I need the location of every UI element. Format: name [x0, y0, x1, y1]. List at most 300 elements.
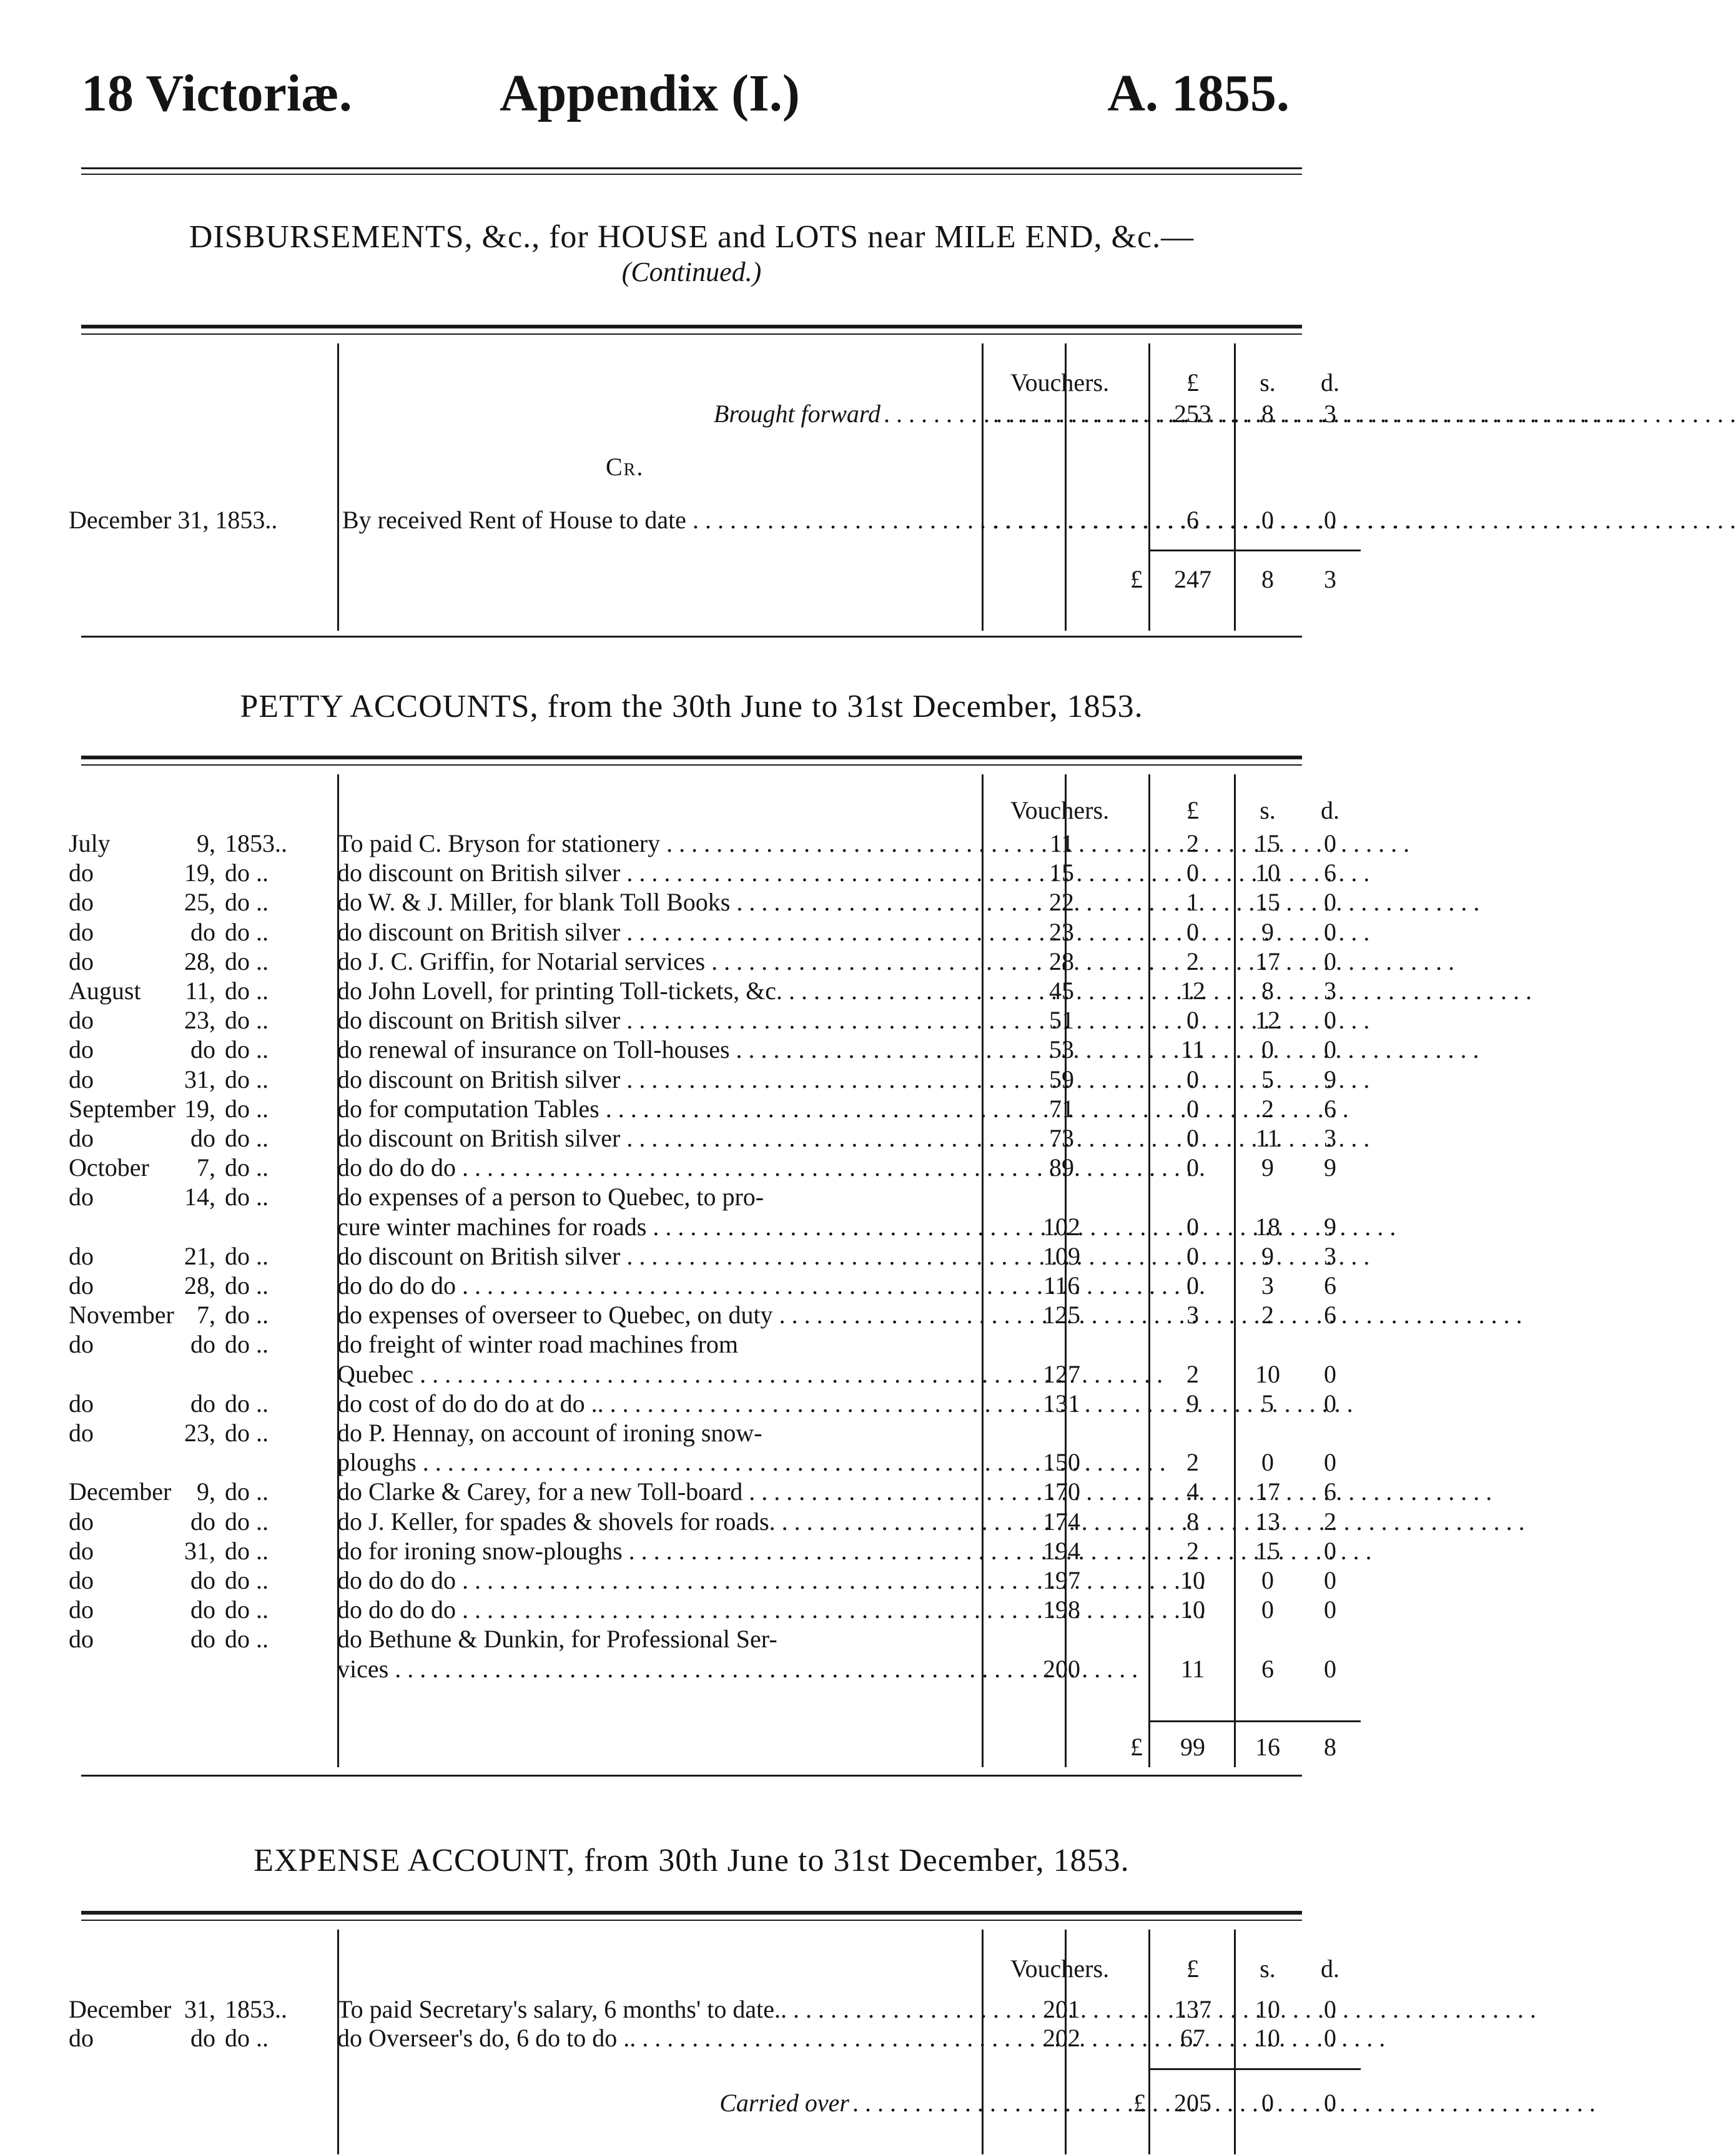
- row-day: 31,: [184, 1536, 215, 1565]
- row-pounds: 0: [1186, 1271, 1199, 1299]
- row-pounds: 0: [1186, 917, 1199, 946]
- row-month: July: [69, 829, 111, 857]
- section2-header-pence: d.: [1321, 796, 1339, 824]
- section1-rule-end: [81, 636, 1302, 638]
- row-pence: 0: [1324, 1006, 1336, 1035]
- table-row: [69, 917, 1336, 947]
- vouchers-leader: [993, 400, 1133, 428]
- row-voucher: 102: [1043, 1212, 1080, 1241]
- section2-rule-top: [81, 756, 1302, 759]
- row-description: do Bethune & Dunkin, for Professional Ser-: [337, 1625, 777, 1654]
- row-pence: 6: [1324, 859, 1336, 887]
- row-voucher: 45: [1049, 977, 1074, 1005]
- section2-sum-line: [1148, 1720, 1361, 1722]
- row-shillings: 17: [1255, 947, 1280, 975]
- row-month: do: [69, 947, 94, 975]
- section1-total-pounds: 247: [1174, 565, 1211, 593]
- row-description: To paid Secretary's salary, 6 months' to date.. . . .: [337, 1995, 974, 2024]
- row-pence: 0: [1324, 1448, 1336, 1477]
- row-pounds: 2: [1186, 1448, 1199, 1477]
- header-session: 18 Victoriæ.: [81, 64, 352, 122]
- row-day: 11,: [185, 977, 215, 1005]
- row-shillings: 0: [1261, 1035, 1274, 1064]
- row-description: do renewal of insurance on Toll-houses . . .: [337, 1035, 974, 1064]
- row-voucher: 194: [1043, 1536, 1080, 1565]
- row-month: do: [69, 888, 94, 917]
- table-row: [69, 1301, 1336, 1329]
- section1-subtitle: (Continued.): [621, 257, 762, 287]
- row-day: do: [190, 1035, 215, 1064]
- row-pence: 0: [1324, 1536, 1336, 1565]
- row-description: do discount on British silver . . .: [337, 1124, 974, 1153]
- row-pence: 3: [1324, 1241, 1336, 1270]
- row-year: do ..: [225, 917, 269, 946]
- section2-total-shillings: 16: [1255, 1733, 1280, 1761]
- section3-sum-line: [1148, 2068, 1361, 2070]
- carried-over-currency: £: [1133, 2089, 1146, 2117]
- row-year: do ..: [225, 1065, 269, 1093]
- row-pounds: 8: [1186, 1507, 1199, 1536]
- row-description: do discount on British silver . . .: [337, 1065, 974, 1094]
- table-row: [69, 947, 1336, 976]
- section1-total-pence: 3: [1324, 565, 1336, 593]
- row-voucher: 170: [1043, 1477, 1080, 1506]
- section1-header-vouchers: Vouchers.: [1010, 368, 1110, 397]
- brought-forward-pounds: 253: [1174, 400, 1211, 428]
- row-description: Quebec . . .: [337, 1360, 974, 1389]
- row-pounds: 0: [1186, 1006, 1199, 1035]
- row-pence: 0: [1324, 888, 1336, 917]
- row-month: do: [69, 1507, 94, 1536]
- row-month: do: [69, 1035, 94, 1064]
- section2-total-pounds: 99: [1180, 1733, 1205, 1761]
- row-day: 28,: [184, 947, 215, 975]
- row-month: do: [69, 1625, 94, 1654]
- row-pence: 9: [1324, 1065, 1336, 1093]
- section3-title: EXPENSE ACCOUNT, from 30th June to 31st December, 1853.: [254, 1843, 1130, 1878]
- row-description: do cost of do do do at do .. . . .: [337, 1389, 974, 1418]
- row-year: do ..: [225, 2024, 269, 2052]
- section2-header-vouchers: Vouchers.: [1010, 796, 1110, 824]
- row-description: do freight of winter road machines from: [337, 1330, 739, 1359]
- row-description: do do do do . . .: [337, 1595, 974, 1624]
- section1-header-pence: d.: [1321, 368, 1339, 397]
- header-rule-bottom: [81, 174, 1302, 175]
- brought-forward-shillings: 8: [1261, 400, 1274, 428]
- row-description: do John Lovell, for printing Toll-tickets, &c. . . .: [337, 977, 974, 1005]
- expense-account-table: [69, 1923, 1339, 2154]
- brought-forward-label: Brought forward: [713, 400, 880, 428]
- carried-over-pounds: 205: [1174, 2089, 1211, 2117]
- row-year: do ..: [225, 1477, 269, 1506]
- petty-accounts-table: [69, 768, 1339, 1773]
- row-pounds: 11: [1180, 1035, 1205, 1064]
- carried-over-label: Carried over: [719, 2089, 849, 2117]
- table-row: [69, 1448, 1336, 1477]
- row-voucher: 150: [1043, 1448, 1080, 1477]
- row-pounds: 11: [1180, 1654, 1205, 1683]
- row-pounds: 0: [1186, 1124, 1199, 1152]
- section2-header-pounds: £: [1186, 796, 1199, 824]
- row-pounds: 2: [1186, 1359, 1199, 1388]
- section2-header-shillings: s.: [1260, 796, 1276, 824]
- row-month: do: [69, 1271, 94, 1299]
- row-description: do for ironing snow-ploughs . . .: [337, 1537, 974, 1566]
- row-year: 1853..: [225, 829, 287, 857]
- table-row: [69, 1241, 1336, 1271]
- row-day: do: [190, 1566, 215, 1594]
- row-pounds: 1: [1186, 888, 1199, 917]
- row-year: do ..: [225, 1094, 269, 1123]
- row-month: do: [69, 1065, 94, 1093]
- row-description: do do do do . . .: [337, 1566, 974, 1595]
- row-voucher: 109: [1043, 1241, 1080, 1270]
- section2-total-currency: £: [1130, 1733, 1143, 1761]
- row-day: 9,: [197, 829, 215, 857]
- section3-rule-second: [81, 1920, 1302, 1921]
- row-shillings: 13: [1255, 1507, 1280, 1536]
- row-pounds: 0: [1186, 859, 1199, 887]
- row-description: do discount on British silver . . .: [337, 918, 974, 947]
- row-shillings: 15: [1255, 829, 1280, 857]
- brought-forward-pence: 3: [1324, 400, 1336, 428]
- row-shillings: 9: [1261, 1153, 1274, 1182]
- row-day: 19,: [184, 1094, 215, 1123]
- row-pounds: 67: [1180, 2024, 1205, 2052]
- row-pounds: 0: [1186, 1241, 1199, 1270]
- row-year: do ..: [225, 1330, 269, 1359]
- row-pounds: 2: [1186, 829, 1199, 857]
- row-description: do J. Keller, for spades & shovels for roads. . . .: [337, 1507, 974, 1536]
- section1-table: [69, 337, 1339, 637]
- carried-over-shillings: 0: [1261, 2089, 1274, 2117]
- row-pounds: 3: [1186, 1301, 1199, 1329]
- credit-row-shillings: 0: [1261, 506, 1274, 534]
- row-shillings: 9: [1261, 917, 1274, 946]
- row-description: do P. Hennay, on account of ironing snow-: [337, 1419, 762, 1447]
- row-voucher: 28: [1049, 947, 1074, 975]
- section3-header-vouchers: Vouchers.: [1010, 1955, 1110, 1983]
- row-shillings: 10: [1255, 2024, 1280, 2052]
- row-shillings: 17: [1255, 1477, 1280, 1506]
- row-voucher: 73: [1049, 1124, 1074, 1152]
- row-pounds: 137: [1174, 1995, 1211, 2023]
- table-row: [69, 1330, 1308, 1359]
- table-row: [69, 1183, 1308, 1211]
- credit-row-pence: 0: [1324, 506, 1336, 534]
- header-appendix: Appendix (I.): [500, 64, 800, 122]
- table-row: [69, 1625, 1308, 1654]
- row-year: 1853..: [225, 1995, 287, 2023]
- vouchers-leader: [993, 506, 1133, 535]
- table-row: [69, 888, 1336, 917]
- row-year: do ..: [225, 1595, 269, 1624]
- row-shillings: 3: [1261, 1271, 1274, 1299]
- brought-forward-leader: [884, 400, 980, 428]
- row-description: do for computation Tables . . .: [337, 1095, 974, 1123]
- row-voucher: 51: [1049, 1006, 1074, 1035]
- row-month: September: [69, 1094, 176, 1123]
- row-month: do: [69, 859, 94, 887]
- row-voucher: 59: [1049, 1065, 1074, 1093]
- row-description: To paid C. Bryson for stationery . . .: [337, 829, 974, 858]
- row-day: 9,: [197, 1477, 215, 1506]
- table-row: [69, 1419, 1308, 1447]
- row-pounds: 12: [1180, 977, 1205, 1005]
- row-pounds: 0: [1186, 1212, 1199, 1241]
- row-shillings: 10: [1255, 1359, 1280, 1388]
- row-description: do discount on British silver . . .: [337, 1006, 974, 1035]
- table-row: [69, 1477, 1336, 1506]
- row-voucher: 71: [1049, 1094, 1074, 1123]
- credit-row-desc: By received Rent of House to date . . .: [342, 506, 979, 535]
- row-voucher: 197: [1043, 1566, 1080, 1594]
- row-shillings: 15: [1255, 888, 1280, 917]
- row-voucher: 200: [1043, 1654, 1080, 1683]
- table-row: [69, 829, 1336, 858]
- section1-header-pounds: £: [1186, 368, 1199, 397]
- row-month: do: [69, 1595, 94, 1624]
- row-year: do ..: [225, 888, 269, 917]
- row-shillings: 8: [1261, 977, 1274, 1005]
- row-day: do: [190, 917, 215, 946]
- row-year: do ..: [225, 1006, 269, 1035]
- table-row: [69, 1124, 1336, 1153]
- section1-rule-second: [81, 333, 1302, 335]
- row-month: do: [69, 1183, 94, 1211]
- table-row: [69, 859, 1336, 887]
- row-shillings: 0: [1261, 1448, 1274, 1477]
- section3-rule-top: [81, 1911, 1302, 1915]
- row-pounds: 10: [1180, 1595, 1205, 1624]
- row-month: do: [69, 1389, 94, 1418]
- row-description: do discount on British silver . . .: [337, 1242, 974, 1271]
- row-shillings: 9: [1261, 1241, 1274, 1270]
- row-day: do: [190, 1595, 215, 1624]
- section2-total-pence: 8: [1324, 1733, 1336, 1761]
- section1-col-divider: [337, 343, 339, 631]
- row-voucher: 198: [1043, 1595, 1080, 1624]
- row-voucher: 127: [1043, 1359, 1080, 1388]
- row-pence: 3: [1324, 977, 1336, 1005]
- table-row: [69, 1035, 1336, 1064]
- row-shillings: 10: [1255, 1995, 1280, 2023]
- row-description: ploughs . . .: [337, 1448, 974, 1477]
- row-day: do: [190, 1330, 215, 1359]
- table-row: [69, 1271, 1336, 1300]
- row-month: August: [69, 977, 141, 1005]
- header-rule-top: [81, 167, 1302, 169]
- row-day: 28,: [184, 1271, 215, 1299]
- row-pence: 0: [1324, 1995, 1336, 2023]
- row-shillings: 12: [1255, 1006, 1280, 1035]
- row-month: October: [69, 1153, 149, 1182]
- row-description: do expenses of overseer to Quebec, on duty . . .: [337, 1301, 974, 1329]
- section2-title: PETTY ACCOUNTS, from the 30th June to 31st December, 1853.: [240, 689, 1143, 724]
- row-voucher: 89: [1049, 1153, 1074, 1182]
- row-day: 14,: [184, 1183, 215, 1211]
- table-row: [69, 1566, 1336, 1595]
- row-pence: 0: [1324, 1654, 1336, 1683]
- row-pence: 0: [1324, 1359, 1336, 1388]
- row-shillings: 18: [1255, 1212, 1280, 1241]
- row-pounds: 9: [1186, 1389, 1199, 1418]
- row-pounds: 0: [1186, 1094, 1199, 1123]
- table-row: [69, 1995, 1336, 2024]
- table-row: [69, 1507, 1336, 1536]
- row-pence: 0: [1324, 829, 1336, 857]
- section2-rule-second: [81, 764, 1302, 766]
- row-year: do ..: [225, 1035, 269, 1064]
- table-row: [69, 1654, 1336, 1684]
- row-pence: 0: [1324, 2024, 1336, 2052]
- credit-label: Cr.: [606, 453, 644, 481]
- row-month: do: [69, 1419, 94, 1447]
- row-year: do ..: [225, 1183, 269, 1211]
- row-voucher: 125: [1043, 1301, 1080, 1329]
- row-shillings: 6: [1261, 1654, 1274, 1683]
- section1-header-shillings: s.: [1260, 368, 1276, 397]
- row-description: do expenses of a person to Quebec, to pro-: [337, 1183, 764, 1211]
- row-year: do ..: [225, 1536, 269, 1565]
- row-month: do: [69, 1330, 94, 1359]
- row-shillings: 2: [1261, 1094, 1274, 1123]
- row-pence: 6: [1324, 1301, 1336, 1329]
- row-shillings: 15: [1255, 1536, 1280, 1565]
- section3-header-shillings: s.: [1260, 1955, 1276, 1983]
- row-voucher: 131: [1043, 1389, 1080, 1418]
- row-year: do ..: [225, 1507, 269, 1536]
- section3-header-pounds: £: [1186, 1955, 1199, 1983]
- section1-total-currency: £: [1130, 565, 1143, 593]
- row-pounds: 10: [1180, 1566, 1205, 1594]
- row-year: do ..: [225, 947, 269, 975]
- table-row: [69, 1006, 1336, 1035]
- row-description: do J. C. Griffin, for Notarial services . . .: [337, 947, 974, 976]
- row-month: November: [69, 1301, 174, 1329]
- row-pence: 0: [1324, 1595, 1336, 1624]
- row-voucher: 53: [1049, 1035, 1074, 1064]
- row-voucher: 174: [1043, 1507, 1080, 1536]
- row-month: do: [69, 1124, 94, 1152]
- table-row: [69, 977, 1336, 1005]
- row-pence: 0: [1324, 1035, 1336, 1064]
- section2-rule-end: [81, 1775, 1302, 1777]
- row-day: do: [190, 1507, 215, 1536]
- table-row: [69, 1094, 1336, 1123]
- row-pence: 3: [1324, 1124, 1336, 1152]
- row-description: do discount on British silver . . .: [337, 859, 974, 887]
- carried-over-pence: 0: [1324, 2089, 1336, 2117]
- row-pounds: 0: [1186, 1065, 1199, 1093]
- credit-row-date: December 31, 1853..: [69, 506, 278, 534]
- row-day: 7,: [197, 1301, 215, 1329]
- row-description: do do do do . . .: [337, 1271, 974, 1300]
- row-voucher: 11: [1049, 829, 1074, 857]
- row-day: 25,: [184, 888, 215, 917]
- row-description: do do do do . . .: [337, 1153, 974, 1182]
- row-shillings: 11: [1255, 1124, 1280, 1152]
- row-month: December: [69, 1995, 172, 2023]
- table-row: [69, 1212, 1336, 1241]
- row-description: vices . . .: [337, 1655, 974, 1684]
- section1-title: DISBURSEMENTS, &c., for HOUSE and LOTS near MILE END, &c.—: [189, 219, 1195, 255]
- row-day: do: [190, 1389, 215, 1418]
- row-pence: 0: [1324, 917, 1336, 946]
- row-year: do ..: [225, 1566, 269, 1594]
- row-pence: 0: [1324, 1389, 1336, 1418]
- row-description: cure winter machines for roads . . .: [337, 1213, 974, 1241]
- row-voucher: 116: [1043, 1271, 1080, 1299]
- row-month: do: [69, 2024, 94, 2052]
- credit-row-pounds: 6: [1186, 506, 1199, 534]
- row-voucher: 202: [1043, 2024, 1080, 2052]
- row-day: 31,: [184, 1065, 215, 1093]
- row-year: do ..: [225, 1419, 269, 1447]
- row-year: do ..: [225, 1241, 269, 1270]
- row-year: do ..: [225, 1271, 269, 1299]
- row-day: 7,: [197, 1153, 215, 1182]
- section3-header-pence: d.: [1321, 1955, 1339, 1983]
- section1-sum-line: [1148, 550, 1361, 551]
- row-pounds: 2: [1186, 1536, 1199, 1565]
- row-voucher: 15: [1049, 859, 1074, 887]
- row-year: do ..: [225, 1389, 269, 1418]
- carried-over-leader: [852, 2089, 1108, 2118]
- row-day: do: [190, 1625, 215, 1654]
- section1-rule-top: [81, 325, 1302, 328]
- row-day: do: [190, 2024, 215, 2052]
- table-row: [69, 1389, 1336, 1418]
- row-year: do ..: [225, 1625, 269, 1654]
- row-voucher: 23: [1049, 917, 1074, 946]
- row-month: do: [69, 1566, 94, 1594]
- row-month: do: [69, 1241, 94, 1270]
- row-pounds: 0: [1186, 1153, 1199, 1182]
- row-pounds: 4: [1186, 1477, 1199, 1506]
- row-month: December: [69, 1477, 172, 1506]
- row-day: 19,: [184, 859, 215, 887]
- row-year: do ..: [225, 1153, 269, 1182]
- row-day: 23,: [184, 1419, 215, 1447]
- row-day: 21,: [184, 1241, 215, 1270]
- row-shillings: 10: [1255, 859, 1280, 887]
- row-year: do ..: [225, 859, 269, 887]
- row-shillings: 0: [1261, 1566, 1274, 1594]
- table-row: [69, 1595, 1336, 1624]
- row-pence: 9: [1324, 1212, 1336, 1241]
- row-pence: 9: [1324, 1153, 1336, 1182]
- row-pence: 6: [1324, 1271, 1336, 1299]
- row-pence: 2: [1324, 1507, 1336, 1536]
- section1-col-divider: [1148, 343, 1150, 631]
- row-description: do Overseer's do, 6 do to do .. . . .: [337, 2024, 974, 2053]
- row-shillings: 5: [1261, 1389, 1274, 1418]
- row-pence: 0: [1324, 947, 1336, 975]
- row-month: do: [69, 917, 94, 946]
- table-row: [69, 1536, 1336, 1566]
- row-pence: 6: [1324, 1477, 1336, 1506]
- row-shillings: 2: [1261, 1301, 1274, 1329]
- table-row: [69, 1065, 1336, 1094]
- row-day: do: [190, 1124, 215, 1152]
- table-row: [69, 1359, 1336, 1389]
- section1-total-shillings: 8: [1261, 565, 1274, 593]
- row-description: do W. & J. Miller, for blank Toll Books . . .: [337, 888, 974, 917]
- row-pence: 0: [1324, 1566, 1336, 1594]
- table-row: [69, 2024, 1336, 2053]
- row-year: do ..: [225, 1301, 269, 1329]
